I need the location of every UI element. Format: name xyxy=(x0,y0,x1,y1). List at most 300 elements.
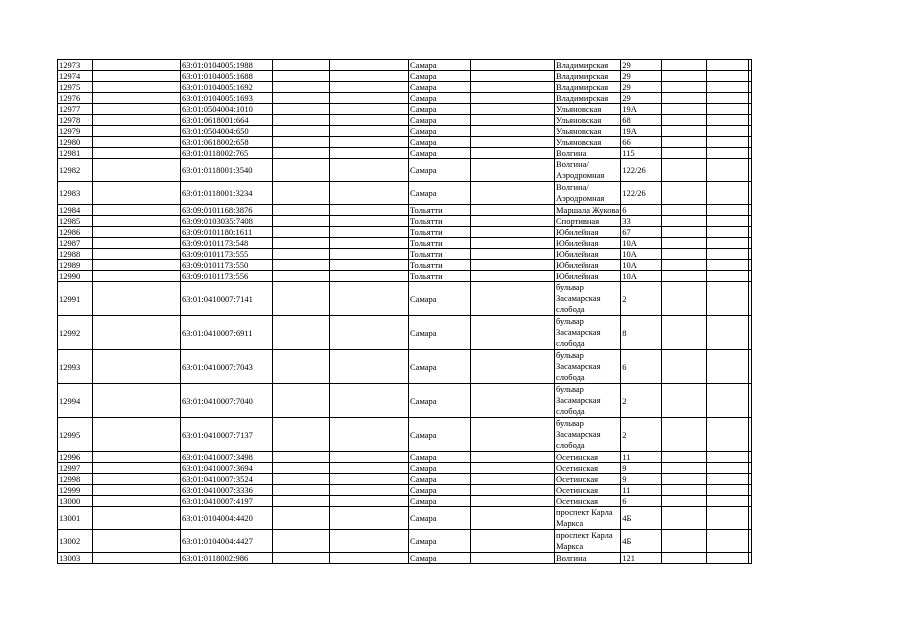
empty-cell xyxy=(93,148,181,159)
street-cell: Юбилейная xyxy=(555,249,621,260)
empty-cell xyxy=(749,238,752,249)
row-number-cell: 13002 xyxy=(58,530,93,553)
city-cell: Самара xyxy=(409,463,471,474)
city-cell: Самара xyxy=(409,530,471,553)
empty-cell xyxy=(707,530,749,553)
empty-cell xyxy=(330,384,409,418)
house-number-cell: 10А xyxy=(621,260,662,271)
row-number-cell: 12984 xyxy=(58,205,93,216)
city-cell: Самара xyxy=(409,316,471,350)
house-number-cell: 33 xyxy=(621,216,662,227)
house-number-cell: 29 xyxy=(621,82,662,93)
cadastral-number-cell: 63:09:0101173:556 xyxy=(181,271,273,282)
empty-cell xyxy=(749,159,752,182)
empty-cell xyxy=(330,104,409,115)
city-cell: Самара xyxy=(409,182,471,205)
empty-cell xyxy=(273,282,330,316)
empty-cell xyxy=(273,115,330,126)
city-cell: Самара xyxy=(409,159,471,182)
cadastral-number-cell: 63:01:0104005:1693 xyxy=(181,93,273,104)
city-cell: Самара xyxy=(409,71,471,82)
empty-cell xyxy=(749,104,752,115)
empty-cell xyxy=(707,316,749,350)
empty-cell xyxy=(273,553,330,564)
house-number-cell: 2 xyxy=(621,418,662,452)
empty-cell xyxy=(749,205,752,216)
cadastral-number-cell: 63:01:0104004:4420 xyxy=(181,507,273,530)
house-number-cell: 10А xyxy=(621,271,662,282)
empty-cell xyxy=(330,507,409,530)
empty-cell xyxy=(93,238,181,249)
row-number-cell: 12991 xyxy=(58,282,93,316)
cadastral-number-cell: 63:01:0410007:7043 xyxy=(181,350,273,384)
city-cell: Самара xyxy=(409,126,471,137)
street-cell: Владимирская xyxy=(555,71,621,82)
empty-cell xyxy=(93,205,181,216)
city-cell: Самара xyxy=(409,60,471,71)
empty-cell xyxy=(471,216,555,227)
city-cell: Самара xyxy=(409,148,471,159)
empty-cell xyxy=(330,249,409,260)
empty-cell xyxy=(662,60,707,71)
empty-cell xyxy=(749,384,752,418)
empty-cell xyxy=(707,238,749,249)
empty-cell xyxy=(471,159,555,182)
street-cell: Осетинская xyxy=(555,496,621,507)
empty-cell xyxy=(707,137,749,148)
table-row xyxy=(58,93,752,104)
empty-cell xyxy=(330,227,409,238)
empty-cell xyxy=(330,463,409,474)
empty-cell xyxy=(662,282,707,316)
cadastral-number-cell: 63:01:0104005:1692 xyxy=(181,82,273,93)
empty-cell xyxy=(749,507,752,530)
empty-cell xyxy=(707,350,749,384)
empty-cell xyxy=(662,104,707,115)
empty-cell xyxy=(749,496,752,507)
house-number-cell: 122/26 xyxy=(621,182,662,205)
empty-cell xyxy=(330,137,409,148)
empty-cell xyxy=(93,282,181,316)
house-number-cell: 19А xyxy=(621,126,662,137)
empty-cell xyxy=(330,282,409,316)
row-number-cell: 12993 xyxy=(58,350,93,384)
empty-cell xyxy=(749,271,752,282)
empty-cell xyxy=(330,159,409,182)
empty-cell xyxy=(273,384,330,418)
empty-cell xyxy=(471,137,555,148)
street-cell: бульвар Засамарская слобода xyxy=(555,384,621,418)
empty-cell xyxy=(662,148,707,159)
empty-cell xyxy=(749,260,752,271)
street-cell: Юбилейная xyxy=(555,238,621,249)
empty-cell xyxy=(273,474,330,485)
row-number-cell: 12992 xyxy=(58,316,93,350)
empty-cell xyxy=(662,485,707,496)
empty-cell xyxy=(273,249,330,260)
city-cell: Тольятти xyxy=(409,249,471,260)
cadastral-number-cell: 63:01:0618001:664 xyxy=(181,115,273,126)
empty-cell xyxy=(93,104,181,115)
city-cell: Самара xyxy=(409,115,471,126)
table-row xyxy=(58,507,752,530)
empty-cell xyxy=(707,485,749,496)
empty-cell xyxy=(93,115,181,126)
street-cell: Владимирская xyxy=(555,93,621,104)
city-cell: Самара xyxy=(409,93,471,104)
table-row xyxy=(58,463,752,474)
street-cell: Волгина/Аэродромная xyxy=(555,182,621,205)
empty-cell xyxy=(749,115,752,126)
cadastral-number-cell: 63:01:0118001:3540 xyxy=(181,159,273,182)
table-row xyxy=(58,452,752,463)
empty-cell xyxy=(749,418,752,452)
empty-cell xyxy=(273,148,330,159)
empty-cell xyxy=(707,82,749,93)
street-cell: Волгина xyxy=(555,148,621,159)
empty-cell xyxy=(749,485,752,496)
house-number-cell: 4Б xyxy=(621,530,662,553)
empty-cell xyxy=(330,474,409,485)
street-cell: Осетинская xyxy=(555,463,621,474)
empty-cell xyxy=(707,115,749,126)
table-row xyxy=(58,159,752,182)
row-number-cell: 12994 xyxy=(58,384,93,418)
empty-cell xyxy=(330,82,409,93)
empty-cell xyxy=(662,507,707,530)
empty-cell xyxy=(93,530,181,553)
empty-cell xyxy=(471,238,555,249)
row-number-cell: 12986 xyxy=(58,227,93,238)
empty-cell xyxy=(93,71,181,82)
empty-cell xyxy=(471,93,555,104)
empty-cell xyxy=(749,137,752,148)
street-cell: проспект Карла Маркса xyxy=(555,507,621,530)
table-row xyxy=(58,474,752,485)
empty-cell xyxy=(273,507,330,530)
empty-cell xyxy=(707,71,749,82)
table-row xyxy=(58,260,752,271)
house-number-cell: 29 xyxy=(621,71,662,82)
empty-cell xyxy=(93,137,181,148)
empty-cell xyxy=(93,227,181,238)
row-number-cell: 12983 xyxy=(58,182,93,205)
street-cell: Маршала Жукова xyxy=(556,205,620,215)
empty-cell xyxy=(330,260,409,271)
house-number-cell: 10А xyxy=(621,249,662,260)
empty-cell xyxy=(707,507,749,530)
empty-cell xyxy=(471,316,555,350)
empty-cell xyxy=(662,238,707,249)
cadastral-number-cell: 63:09:0101173:550 xyxy=(181,260,273,271)
street-cell: Волгина/Аэродромная xyxy=(555,159,621,182)
city-cell: Самара xyxy=(409,82,471,93)
empty-cell xyxy=(707,271,749,282)
empty-cell xyxy=(749,316,752,350)
empty-cell xyxy=(662,384,707,418)
cadastral-number-cell: 63:09:0101168:3876 xyxy=(181,205,273,216)
empty-cell xyxy=(273,159,330,182)
empty-cell xyxy=(662,474,707,485)
empty-cell xyxy=(662,137,707,148)
table-row xyxy=(58,216,752,227)
table-row xyxy=(58,205,752,216)
empty-cell xyxy=(273,60,330,71)
empty-cell xyxy=(749,350,752,384)
empty-cell xyxy=(707,93,749,104)
empty-cell xyxy=(471,126,555,137)
empty-cell xyxy=(93,271,181,282)
street-cell: Владимирская xyxy=(555,82,621,93)
row-number-cell: 12987 xyxy=(58,238,93,249)
row-number-cell: 12998 xyxy=(58,474,93,485)
row-number-cell: 12978 xyxy=(58,115,93,126)
table-row xyxy=(58,530,752,553)
street-cell: Юбилейная xyxy=(555,260,621,271)
empty-cell xyxy=(471,271,555,282)
table-row xyxy=(58,271,752,282)
house-number-cell: 6 xyxy=(621,205,662,216)
empty-cell xyxy=(330,115,409,126)
empty-cell xyxy=(707,463,749,474)
cadastral-number-cell: 63:09:0101173:548 xyxy=(181,238,273,249)
table-row xyxy=(58,148,752,159)
row-number-cell: 12980 xyxy=(58,137,93,148)
row-number-cell: 12985 xyxy=(58,216,93,227)
empty-cell xyxy=(273,496,330,507)
street-cell: Осетинская xyxy=(555,452,621,463)
empty-cell xyxy=(662,115,707,126)
empty-cell xyxy=(273,205,330,216)
empty-cell xyxy=(330,148,409,159)
empty-cell xyxy=(273,485,330,496)
empty-cell xyxy=(707,60,749,71)
row-number-cell: 12977 xyxy=(58,104,93,115)
empty-cell xyxy=(273,137,330,148)
row-number-cell: 12975 xyxy=(58,82,93,93)
empty-cell xyxy=(662,316,707,350)
table-row xyxy=(58,71,752,82)
empty-cell xyxy=(749,148,752,159)
empty-cell xyxy=(471,496,555,507)
empty-cell xyxy=(471,260,555,271)
city-cell: Самара xyxy=(409,553,471,564)
street-cell: бульвар Засамарская слобода xyxy=(555,282,621,316)
empty-cell xyxy=(93,249,181,260)
street-cell: проспект Карла Маркса xyxy=(555,530,621,553)
cadastral-number-cell: 63:01:0104005:1988 xyxy=(181,60,273,71)
city-cell: Самара xyxy=(409,384,471,418)
table-row xyxy=(58,418,752,452)
empty-cell xyxy=(93,463,181,474)
row-number-cell: 12973 xyxy=(58,60,93,71)
empty-cell xyxy=(471,485,555,496)
empty-cell xyxy=(93,182,181,205)
city-cell: Тольятти xyxy=(409,238,471,249)
row-number-cell: 12976 xyxy=(58,93,93,104)
table-row xyxy=(58,82,752,93)
empty-cell xyxy=(93,93,181,104)
empty-cell xyxy=(471,104,555,115)
city-cell: Самара xyxy=(409,474,471,485)
house-number-cell: 66 xyxy=(621,137,662,148)
street-cell: Ульяновская xyxy=(555,104,621,115)
street-cell: Осетинская xyxy=(555,485,621,496)
street-cell: Юбилейная xyxy=(555,227,621,238)
empty-cell xyxy=(707,216,749,227)
cadastral-number-cell: 63:01:0410007:7137 xyxy=(181,418,273,452)
empty-cell xyxy=(93,216,181,227)
empty-cell xyxy=(330,71,409,82)
empty-cell xyxy=(749,530,752,553)
house-number-cell: 19А xyxy=(621,104,662,115)
empty-cell xyxy=(707,159,749,182)
empty-cell xyxy=(330,418,409,452)
row-number-cell: 12997 xyxy=(58,463,93,474)
empty-cell xyxy=(707,260,749,271)
empty-cell xyxy=(749,452,752,463)
empty-cell xyxy=(749,282,752,316)
street-cell: Ульяновская xyxy=(555,126,621,137)
empty-cell xyxy=(471,82,555,93)
empty-cell xyxy=(93,507,181,530)
empty-cell xyxy=(273,418,330,452)
empty-cell xyxy=(330,485,409,496)
cadastral-number-cell: 63:01:0504004:650 xyxy=(181,126,273,137)
empty-cell xyxy=(273,452,330,463)
empty-cell xyxy=(707,474,749,485)
city-cell: Самара xyxy=(409,418,471,452)
table-row xyxy=(58,496,752,507)
city-cell: Тольятти xyxy=(409,227,471,238)
cadastral-number-cell: 63:01:0410007:6911 xyxy=(181,316,273,350)
city-cell: Самара xyxy=(409,104,471,115)
empty-cell xyxy=(749,474,752,485)
empty-cell xyxy=(330,316,409,350)
empty-cell xyxy=(93,452,181,463)
empty-cell xyxy=(662,249,707,260)
empty-cell xyxy=(273,82,330,93)
empty-cell xyxy=(749,82,752,93)
cadastral-number-cell: 63:09:0101180:1611 xyxy=(181,227,273,238)
city-cell: Самара xyxy=(409,350,471,384)
empty-cell xyxy=(662,553,707,564)
empty-cell xyxy=(471,60,555,71)
empty-cell xyxy=(93,553,181,564)
empty-cell xyxy=(749,71,752,82)
empty-cell xyxy=(330,496,409,507)
empty-cell xyxy=(749,182,752,205)
house-number-cell: 10А xyxy=(621,238,662,249)
city-cell: Самара xyxy=(409,452,471,463)
empty-cell xyxy=(707,384,749,418)
empty-cell xyxy=(662,260,707,271)
cadastral-number-cell: 63:01:0118002:986 xyxy=(181,553,273,564)
empty-cell xyxy=(662,126,707,137)
empty-cell xyxy=(662,82,707,93)
cadastral-number-cell: 63:01:0504004:1010 xyxy=(181,104,273,115)
house-number-cell: 4Б xyxy=(621,507,662,530)
empty-cell xyxy=(471,463,555,474)
empty-cell xyxy=(662,93,707,104)
empty-cell xyxy=(662,463,707,474)
empty-cell xyxy=(93,82,181,93)
empty-cell xyxy=(93,418,181,452)
empty-cell xyxy=(330,238,409,249)
row-number-cell: 13000 xyxy=(58,496,93,507)
row-number-cell: 12995 xyxy=(58,418,93,452)
empty-cell xyxy=(330,271,409,282)
cadastral-number-cell: 63:01:0410007:7040 xyxy=(181,384,273,418)
empty-cell xyxy=(471,205,555,216)
table-row xyxy=(58,126,752,137)
city-cell: Самара xyxy=(409,485,471,496)
row-number-cell: 12989 xyxy=(58,260,93,271)
registry-table xyxy=(57,59,752,564)
empty-cell xyxy=(93,126,181,137)
table-row xyxy=(58,137,752,148)
table-row xyxy=(58,485,752,496)
empty-cell xyxy=(471,553,555,564)
empty-cell xyxy=(471,249,555,260)
empty-cell xyxy=(93,350,181,384)
table-row xyxy=(58,60,752,71)
empty-cell xyxy=(707,249,749,260)
house-number-cell: 29 xyxy=(621,60,662,71)
house-number-cell: 2 xyxy=(621,282,662,316)
empty-cell xyxy=(707,496,749,507)
street-cell: бульвар Засамарская слобода xyxy=(555,350,621,384)
empty-cell xyxy=(662,159,707,182)
empty-cell xyxy=(707,553,749,564)
empty-cell xyxy=(93,485,181,496)
city-cell: Самара xyxy=(409,137,471,148)
empty-cell xyxy=(662,216,707,227)
empty-cell xyxy=(330,93,409,104)
empty-cell xyxy=(471,71,555,82)
empty-cell xyxy=(273,227,330,238)
house-number-cell: 67 xyxy=(621,227,662,238)
row-number-cell: 12974 xyxy=(58,71,93,82)
empty-cell xyxy=(330,60,409,71)
table-row xyxy=(58,238,752,249)
empty-cell xyxy=(749,93,752,104)
street-cell: бульвар Засамарская слобода xyxy=(555,418,621,452)
empty-cell xyxy=(93,474,181,485)
cadastral-number-cell: 63:01:0104005:1688 xyxy=(181,71,273,82)
row-number-cell: 12981 xyxy=(58,148,93,159)
city-cell: Самара xyxy=(409,496,471,507)
table-row xyxy=(58,282,752,316)
house-number-cell: 8 xyxy=(621,316,662,350)
house-number-cell: 9 xyxy=(621,463,662,474)
empty-cell xyxy=(749,60,752,71)
empty-cell xyxy=(330,350,409,384)
empty-cell xyxy=(749,227,752,238)
city-cell: Самара xyxy=(409,507,471,530)
empty-cell xyxy=(749,553,752,564)
empty-cell xyxy=(662,418,707,452)
table-row xyxy=(58,115,752,126)
cadastral-number-cell: 63:01:0118001:3234 xyxy=(181,182,273,205)
empty-cell xyxy=(93,384,181,418)
empty-cell xyxy=(662,496,707,507)
empty-cell xyxy=(707,452,749,463)
empty-cell xyxy=(273,104,330,115)
empty-cell xyxy=(662,227,707,238)
empty-cell xyxy=(707,418,749,452)
empty-cell xyxy=(273,530,330,553)
